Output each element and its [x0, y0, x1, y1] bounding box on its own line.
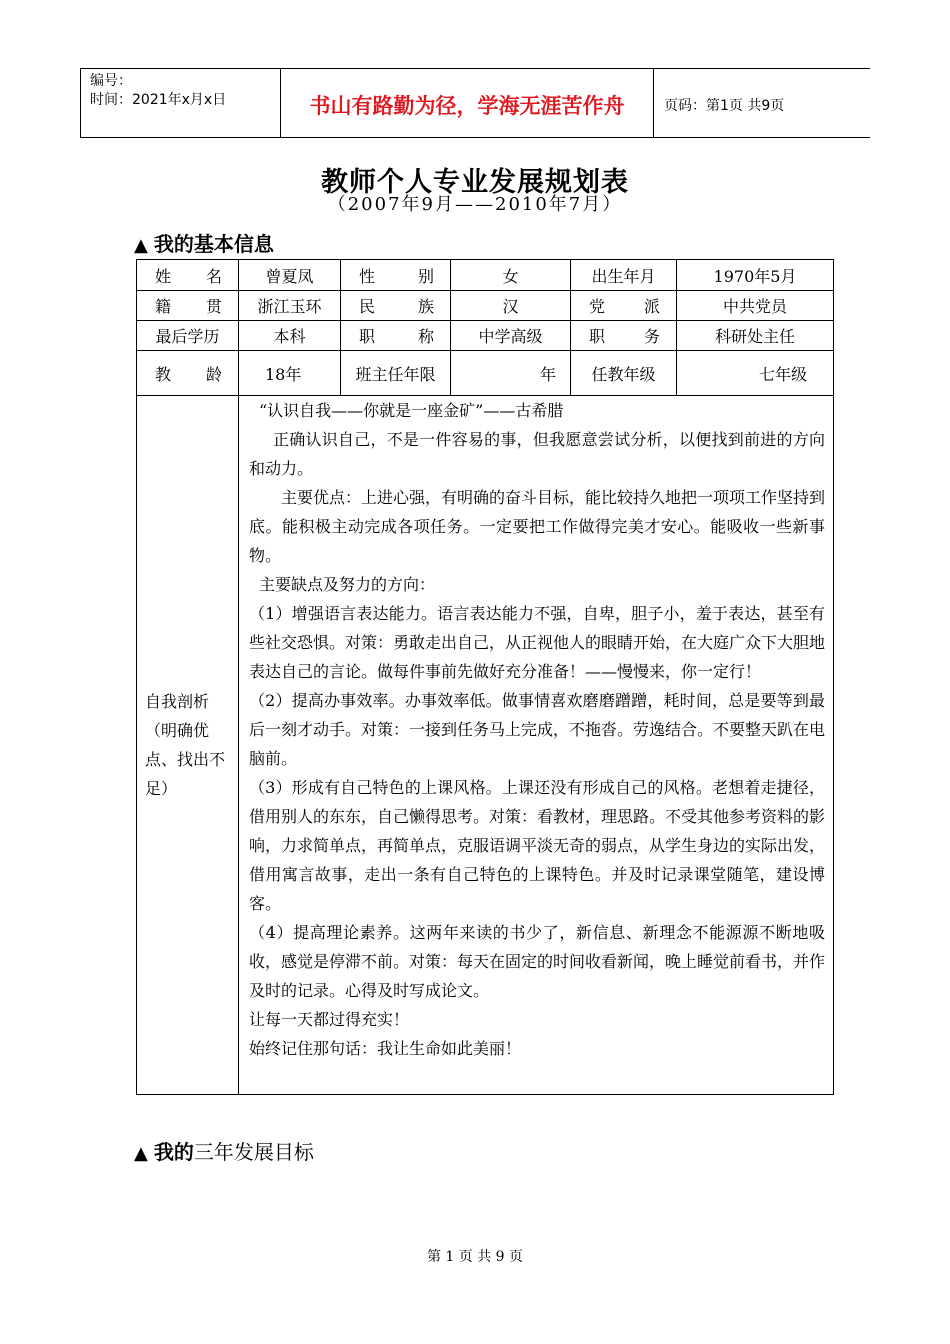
section-goals-label-a: 我的 [153, 1140, 194, 1164]
paragraph: （3）形成有自己特色的上课风格。上课还没有形成自己的风格。老想着走捷径，借用别人的东东，自己懒得思考。对策：看教材，理思路。不受其他参考资料的影响，力求简单点，再简单点，克服语调平淡无奇的弱点，从学生身边的实际出发，借用寓言故事，走出一条有自己特色的上课特色。并及时记录课堂随笔，建设博客。 [249, 778, 826, 913]
document-subtitle: （2007年9月——2010年7月） [327, 194, 623, 215]
section-three-year-goals [134, 1136, 314, 1165]
section-basic-info [134, 228, 274, 257]
party-value: 中共党员 [677, 291, 834, 321]
paragraph: 让每一天都过得充实！ [249, 1010, 410, 1029]
triangle-icon: ▲ [134, 1143, 148, 1164]
header-page-info: 页码：第1页 共9页 [664, 98, 785, 114]
page-header [80, 68, 870, 138]
analysis-label: 自我剖析 [145, 692, 210, 711]
birth-value: 1970年5月 [677, 260, 834, 291]
analysis-body [239, 396, 834, 1095]
homeroom-value: 年 [451, 351, 571, 396]
homeroom-label: 班主任年限 [341, 351, 451, 396]
analysis-sublabel: （明确优点、找出不足） [145, 721, 226, 798]
age-value: 18年 [239, 351, 341, 396]
name-label: 姓 名 [155, 266, 222, 286]
header-meta [80, 69, 280, 137]
post-value: 科研处主任 [677, 321, 834, 351]
table-row [137, 396, 834, 1095]
edu-value: 本科 [239, 321, 341, 351]
paragraph: （2）提高办事效率。办事效率低。做事情喜欢磨磨蹭蹭，耗时间，总是要等到最后一刻才动手。对策：一接到任务马上完成，不拖沓。劳逸结合。不要整天趴在电脑前。 [249, 691, 826, 768]
time-label: 时间：2021年x月x日 [90, 92, 227, 108]
party-label: 党 派 [589, 297, 660, 316]
section-basic-info-label: 我的基本信息 [153, 232, 274, 256]
grade-value: 七年级 [677, 351, 834, 396]
post-label: 职 务 [589, 327, 660, 346]
ethnic-value: 汉 [451, 291, 571, 321]
number-label: 编号： [90, 73, 132, 89]
table-row [137, 351, 834, 396]
quote: “认识自我——你就是一座金矿”——古希腊 [259, 401, 564, 420]
name-value: 曾夏凤 [239, 260, 341, 291]
info-table [136, 259, 834, 1095]
table-row [137, 321, 834, 351]
native-value: 浙江玉环 [239, 291, 341, 321]
grade-label: 任教年级 [571, 351, 677, 396]
table-row [137, 260, 834, 291]
paragraph: 始终记住那句话：我让生命如此美丽！ [249, 1039, 522, 1058]
birth-label: 出生年月 [571, 260, 677, 291]
edu-label: 最后学历 [137, 321, 239, 351]
native-label: 籍 贯 [155, 297, 222, 316]
paragraph: 主要优点：上进心强，有明确的奋斗目标，能比较持久地把一项项工作坚持到底。能积极主动完成各项任务。一定要把工作做得完美才安心。能吸收一些新事物。 [249, 488, 826, 565]
table-row [137, 291, 834, 321]
page-footer: 第 1 页 共 9 页 [426, 1249, 524, 1265]
header-motto: 书山有路勤为径，学海无涯苦作舟 [280, 69, 654, 137]
gender-label: 性 别 [359, 266, 434, 286]
triangle-icon: ▲ [134, 235, 148, 256]
paragraph: 正确认识自己，不是一件容易的事，但我愿意尝试分析，以便找到前进的方向和动力。 [249, 430, 825, 478]
title-value: 中学高级 [451, 321, 571, 351]
document-title: 教师个人专业发展规划表 [321, 167, 629, 198]
gender-value: 女 [451, 260, 571, 291]
paragraph: 主要缺点及努力的方向： [259, 575, 436, 594]
section-goals-label-b: 三年发展目标 [193, 1140, 314, 1164]
paragraph: （4）提高理论素养。这两年来读的书少了，新信息、新理念不能源源不断地吸收，感觉是停滞不前。对策：每天在固定的时间收看新闻，晚上睡觉前看书，并作及时的记录。心得及时写成论文。 [249, 923, 826, 1000]
title-label: 职 称 [359, 327, 434, 346]
paragraph: （1）增强语言表达能力。语言表达能力不强，自卑，胆子小，羞于表达，甚至有些社交恐惧。对策：勇敢走出自己，从正视他人的眼睛开始，在大庭广众下大胆地表达自己的言论。做每件事前先做好充分准备！——慢慢来，你一定行！ [249, 604, 826, 681]
age-label: 教 龄 [155, 364, 222, 384]
analysis-label-cell [137, 396, 239, 1095]
ethnic-label: 民 族 [359, 297, 434, 316]
